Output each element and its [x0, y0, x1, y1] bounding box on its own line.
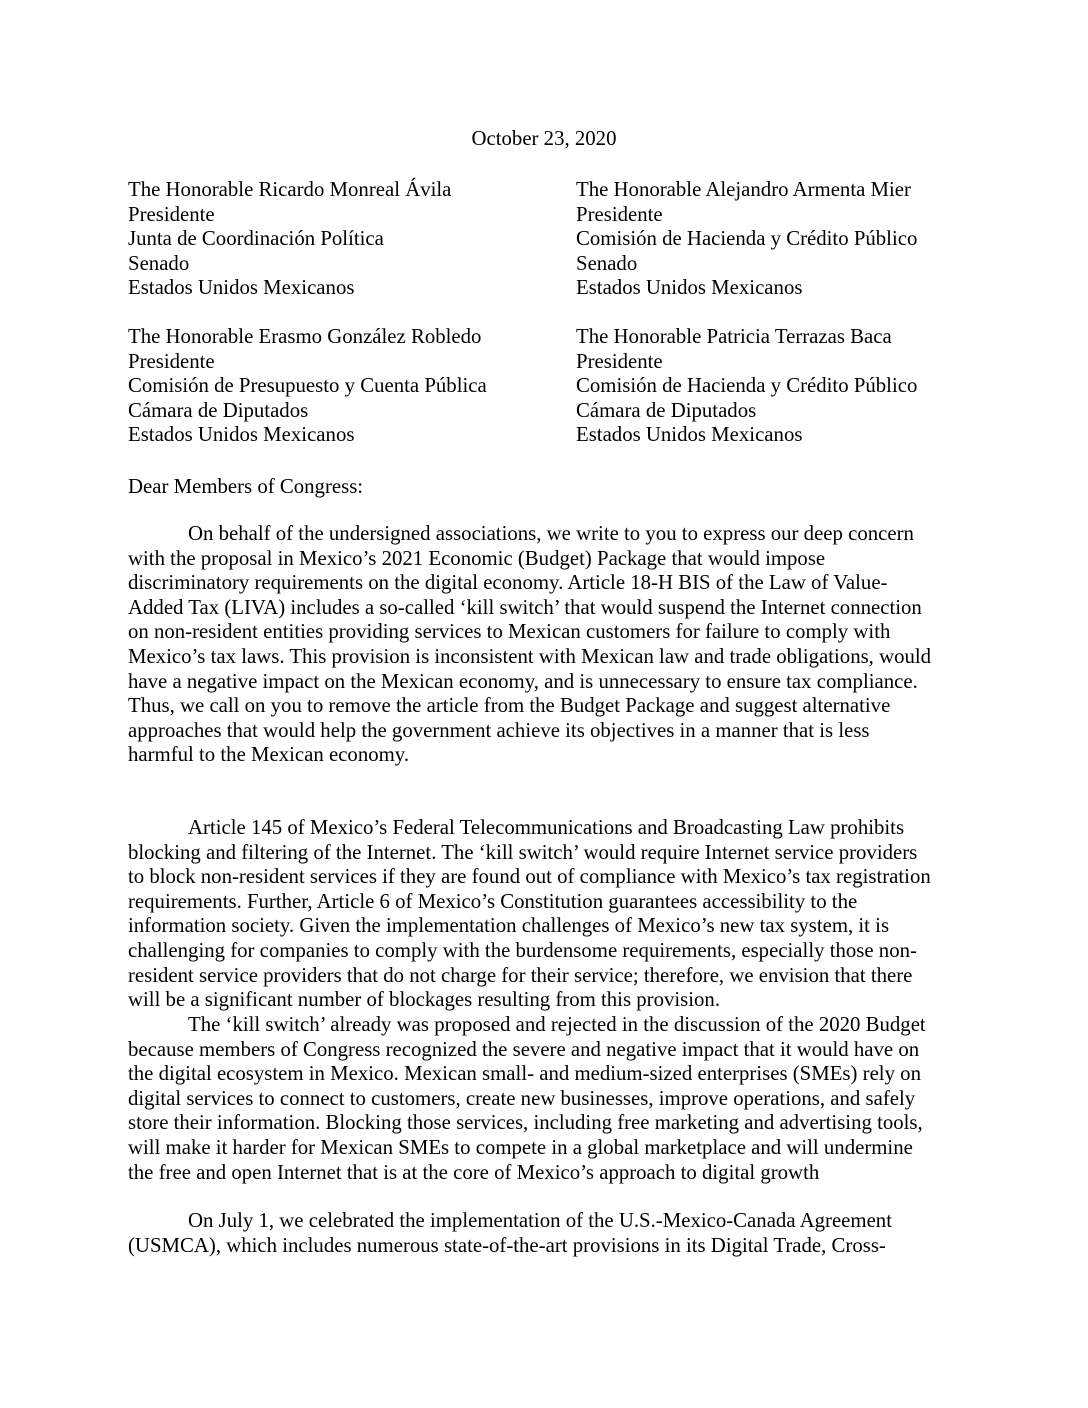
addressee-body: Junta de Coordinación Política [128, 227, 384, 251]
paragraph-line: have a negative impact on the Mexican economy, and is unnecessary to ensure tax compliance. [128, 669, 918, 693]
paragraph-line: with the proposal in Mexico’s 2021 Economic (Budget) Package that would impose [128, 546, 826, 570]
addressee-chamber: Senado [576, 251, 638, 275]
paragraph-line: to block non-resident services if they are found out of compliance with Mexico’s tax registration [128, 865, 931, 889]
paragraph-line: The ‘kill switch’ already was proposed and rejected in the discussion of the 2020 Budget [188, 1013, 926, 1036]
addressee-name: The Honorable Alejandro Armenta Mier [576, 178, 911, 201]
addressee-name: The Honorable Patricia Terrazas Baca [576, 325, 892, 348]
paragraph-line: store their information. Blocking those services, including free marketing and advertising tools, [128, 1111, 923, 1135]
paragraph-line: On behalf of the undersigned associations, we write to you to express our deep concern [188, 522, 914, 545]
paragraph-article-145 [128, 816, 960, 1013]
paragraph-line: information society. Given the implementation challenges of Mexico’s new tax system, it is [128, 914, 890, 938]
addressee-title: Presidente [128, 349, 215, 373]
paragraph-kill-switch [128, 1013, 960, 1185]
addressee-block-armenta [576, 178, 917, 301]
paragraph-line: Article 145 of Mexico’s Federal Telecommunications and Broadcasting Law prohibits [188, 816, 905, 839]
paragraph-line: discriminatory requirements on the digital economy. Article 18-H BIS of the Law of Value- [128, 571, 888, 595]
addressee-country: Estados Unidos Mexicanos [128, 423, 355, 447]
paragraph-line: resident service providers that do not charge for their service; therefore, we envision that there [128, 963, 913, 987]
paragraph-line: Thus, we call on you to remove the article from the Budget Package and suggest alternative [128, 694, 891, 718]
paragraph-line: will be a significant number of blockages resulting from this provision. [128, 988, 721, 1012]
paragraph-concern [128, 522, 960, 768]
addressee-chamber: Senado [128, 251, 190, 275]
addressee-body: Comisión de Presupuesto y Cuenta Pública [128, 374, 487, 398]
paragraph-line: will make it harder for Mexican SMEs to compete in a global marketplace and will undermine [128, 1135, 913, 1159]
paragraph-line: the free and open Internet that is at the core of Mexico’s approach to digital growth [128, 1160, 820, 1184]
paragraph-line: Mexico’s tax laws. This provision is inconsistent with Mexican law and trade obligations, would [128, 644, 932, 668]
addressee-block-terrazas [576, 325, 917, 448]
letter-date: October 23, 2020 [471, 127, 617, 150]
paragraph-line: the digital ecosystem in Mexico. Mexican small- and medium-sized enterprises (SMEs) rely on [128, 1062, 921, 1086]
addressee-body: Comisión de Hacienda y Crédito Público [576, 227, 918, 251]
addressee-country: Estados Unidos Mexicanos [576, 276, 803, 300]
addressee-chamber: Cámara de Diputados [128, 398, 309, 422]
addressee-block-monreal [128, 178, 451, 301]
paragraph-line: on non-resident entities providing services to Mexican customers for failure to comply with [128, 620, 891, 644]
addressee-title: Presidente [576, 202, 663, 226]
paragraph-line: blocking and filtering of the Internet. The ‘kill switch’ would require Internet service providers [128, 840, 918, 864]
paragraph-line: digital services to connect to customers, create new businesses, improve operations, and safely [128, 1086, 916, 1110]
addressee-title: Presidente [576, 349, 663, 373]
paragraph-usmca [128, 1209, 960, 1258]
paragraph-line: (USMCA), which includes numerous state-of-the-art provisions in its Digital Trade, Cross- [128, 1233, 886, 1257]
paragraph-line: harmful to the Mexican economy. [128, 743, 410, 767]
paragraph-line: because members of Congress recognized the severe and negative impact that it would have on [128, 1037, 920, 1061]
addressee-name: The Honorable Ricardo Monreal Ávila [128, 178, 452, 201]
addressee-block-gonzalez [128, 325, 487, 448]
paragraph-line: Added Tax (LIVA) includes a so-called ‘kill switch’ that would suspend the Internet connection [128, 595, 922, 619]
addressee-body: Comisión de Hacienda y Crédito Público [576, 374, 918, 398]
addressee-country: Estados Unidos Mexicanos [576, 423, 803, 447]
paragraph-line: requirements. Further, Article 6 of Mexico’s Constitution guarantees accessibility to the [128, 889, 858, 913]
addressee-title: Presidente [128, 202, 215, 226]
addressee-name: The Honorable Erasmo González Robledo [128, 325, 482, 348]
paragraph-line: challenging for companies to comply with the burdensome requirements, especially those non- [128, 938, 917, 962]
paragraph-line: On July 1, we celebrated the implementation of the U.S.-Mexico-Canada Agreement [188, 1209, 892, 1232]
addressee-country: Estados Unidos Mexicanos [128, 276, 355, 300]
addressee-chamber: Cámara de Diputados [576, 398, 757, 422]
salutation: Dear Members of Congress: [128, 475, 364, 498]
paragraph-line: approaches that would help the government achieve its objectives in a manner that is less [128, 718, 870, 742]
